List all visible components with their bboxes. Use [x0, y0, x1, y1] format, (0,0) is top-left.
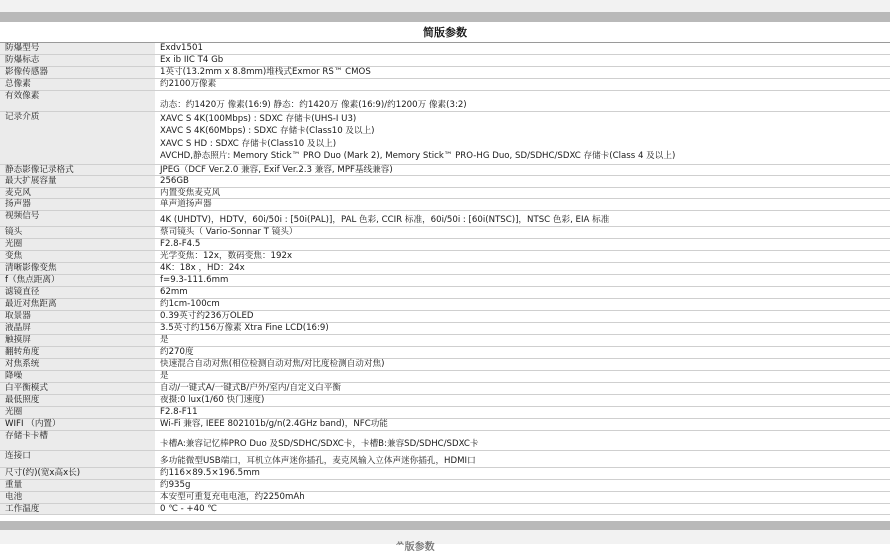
spec-label: 防爆标志 [0, 55, 155, 67]
spec-value [155, 188, 890, 199]
spec-row [0, 468, 890, 480]
spec-value [155, 299, 890, 311]
spec-value [155, 419, 890, 431]
spec-label: 有效像素 [0, 91, 155, 112]
spec-value-line: 4K：18x ，HD：24x [160, 263, 245, 273]
spec-value [155, 199, 890, 211]
spec-value-line: 约1cm-100cm [160, 299, 220, 309]
spec-value-line: 内置变焦麦克风 [160, 188, 221, 198]
spec-value [155, 67, 890, 79]
spec-value-line: AVCHD,静态照片: Memory Stick™ PRO Duo (Mark 2), Memory Stick™ PRO-HG Duo, SD/SDHC/SDXC 存储卡(Class 4 及以上) [160, 151, 676, 162]
spec-value [155, 165, 890, 176]
spec-value-line: XAVC S 4K(100Mbps) : SDXC 存储卡(UHS-I U3) [160, 114, 357, 124]
spec-label: 记录介质 [0, 112, 155, 165]
spec-value-line: 约935g [160, 480, 191, 490]
spec-value [155, 311, 890, 323]
spec-label: 最大扩展容量 [0, 176, 155, 188]
spec-label: 降噪 [0, 371, 155, 383]
spec-label: 扬声器 [0, 199, 155, 211]
spec-row [0, 480, 890, 492]
spec-label: 最低照度 [0, 395, 155, 407]
spec-label: 最近对焦距离 [0, 299, 155, 311]
spec-row [0, 239, 890, 251]
spec-row [0, 43, 890, 55]
next-page-preview [0, 530, 890, 553]
spec-label: WIFI （内置） [0, 419, 155, 431]
spec-value [155, 55, 890, 67]
spec-value-line: Exdv1501 [160, 43, 203, 53]
spec-value [155, 359, 890, 371]
spec-row [0, 299, 890, 311]
page-title: 简版参数 [423, 26, 467, 39]
spec-value-line: 光学变焦：12x，数码变焦：192x [160, 251, 293, 261]
spec-value [155, 504, 890, 515]
spec-label: 液晶屏 [0, 323, 155, 335]
spec-row [0, 227, 890, 239]
spec-label: 连接口 [0, 451, 155, 468]
spec-value [155, 263, 890, 275]
spec-label: 存储卡卡槽 [0, 431, 155, 451]
spec-label: 尺寸(约)(宽x高x长) [0, 468, 155, 480]
spec-row [0, 419, 890, 431]
spec-value-line: 是 [160, 335, 169, 345]
spec-row [0, 112, 890, 165]
spec-row [0, 323, 890, 335]
spec-value-line: Wi-Fi 兼容, IEEE 802101b/g/n(2.4GHz band)，NFC功能 [160, 419, 388, 429]
spec-label: 电池 [0, 492, 155, 504]
page-separator-top [0, 12, 890, 22]
spec-label: 触摸屏 [0, 335, 155, 347]
spec-value [155, 407, 890, 419]
spec-value-line: 夜摄:0 lux(1/60 快门速度) [160, 395, 265, 405]
spec-label: 光圈 [0, 407, 155, 419]
spec-row [0, 263, 890, 275]
spec-row [0, 359, 890, 371]
spec-row [0, 383, 890, 395]
spec-value [155, 395, 890, 407]
spec-row [0, 407, 890, 419]
spec-value [155, 91, 890, 112]
spec-row [0, 492, 890, 504]
spec-label: f（焦点距离） [0, 275, 155, 287]
spec-row [0, 287, 890, 299]
spec-label: 白平衡模式 [0, 383, 155, 395]
spec-value-line: 62mm [160, 287, 188, 297]
spec-row [0, 176, 890, 188]
spec-label: 防爆型号 [0, 43, 155, 55]
spec-row [0, 451, 890, 468]
spec-value-line: JPEG（DCF Ver.2.0 兼容, Exif Ver.2.3 兼容, MPF基线兼容) [160, 165, 393, 175]
spec-value [155, 323, 890, 335]
spec-value [155, 451, 890, 468]
spec-row [0, 431, 890, 451]
spec-label: 翻转角度 [0, 347, 155, 359]
spec-value [155, 176, 890, 188]
spec-value-line: Ex ib IIC T4 Gb [160, 55, 224, 65]
spec-value [155, 468, 890, 480]
next-page-title-fragment: ᄊ版参数 [395, 542, 435, 553]
spec-label: 影像传感器 [0, 67, 155, 79]
spec-value [155, 480, 890, 492]
spec-value [155, 492, 890, 504]
spec-label: 工作温度 [0, 504, 155, 515]
spec-value [155, 287, 890, 299]
spec-value [155, 112, 890, 165]
spec-row [0, 67, 890, 79]
spec-value-line: F2.8-F4.5 [160, 239, 201, 249]
spec-value [155, 335, 890, 347]
spec-row [0, 275, 890, 287]
spec-row [0, 251, 890, 263]
spec-value-line: f=9.3-111.6mm [160, 275, 229, 285]
spec-value [155, 239, 890, 251]
spec-value-line: XAVC S 4K(60Mbps) : SDXC 存储卡(Class10 及以上) [160, 126, 375, 137]
spec-value-line: F2.8-F11 [160, 407, 198, 417]
spec-value-line: XAVC S HD : SDXC 存储卡(Class10 及以上) [160, 138, 337, 149]
spec-value-line: 快速混合自动对焦(相位检测自动对焦/对比度检测自动对焦) [160, 359, 385, 369]
spec-label: 麦克风 [0, 188, 155, 199]
spec-value-line: 卡槽A:兼容记忆棒PRO Duo 及SD/SDHC/SDXC卡，卡槽B:兼容SD/SDHC/SDXC卡 [160, 439, 479, 450]
spec-label: 视频信号 [0, 211, 155, 227]
spec-label: 变焦 [0, 251, 155, 263]
spec-row [0, 165, 890, 176]
spec-value-line: 蔡司镜头（ Vario-Sonnar T 镜头） [160, 227, 298, 237]
spec-value-line: 单声道扬声器 [160, 199, 212, 209]
spec-value-line: 约2100万像素 [160, 79, 217, 89]
spec-value-line: 本安型可重复充电电池，约2250mAh [160, 492, 305, 502]
spec-row [0, 371, 890, 383]
spec-value-line: 3.5英寸约156万像素 Xtra Fine LCD(16:9) [160, 323, 329, 333]
spec-table [0, 43, 890, 515]
spec-value [155, 211, 890, 227]
spec-value [155, 383, 890, 395]
spec-label: 对焦系统 [0, 359, 155, 371]
spec-label: 重量 [0, 480, 155, 492]
spec-value [155, 251, 890, 263]
spec-row [0, 347, 890, 359]
spec-label: 清晰影像变焦 [0, 263, 155, 275]
spec-row [0, 188, 890, 199]
spec-label: 静态影像记录格式 [0, 165, 155, 176]
spec-value-line: 0.39英寸约236万OLED [160, 311, 254, 321]
spec-row [0, 311, 890, 323]
spec-value [155, 347, 890, 359]
spec-value-line: 0 ℃ - +40 ℃ [160, 504, 217, 514]
spec-row [0, 79, 890, 91]
spec-value [155, 371, 890, 383]
spec-row [0, 91, 890, 112]
spec-value-line: 约116×89.5×196.5mm [160, 468, 260, 478]
spec-label: 取景器 [0, 311, 155, 323]
spec-label: 总像素 [0, 79, 155, 91]
spec-value [155, 431, 890, 451]
page-separator-bottom [0, 521, 890, 530]
spec-row [0, 395, 890, 407]
spec-value-line: 4K (UHDTV)，HDTV，60i/50i : [50i(PAL)]，PAL 色彩, CCIR 标准，60i/50i : [60i(NTSC)]，NTSC 色彩, EIA 标准 [160, 215, 610, 226]
spec-row [0, 335, 890, 347]
spec-row [0, 199, 890, 211]
spec-value-line: 约270度 [160, 347, 194, 357]
page-top-gap [0, 0, 890, 12]
spec-label: 光圈 [0, 239, 155, 251]
spec-label: 镜头 [0, 227, 155, 239]
spec-value-line: 是 [160, 371, 169, 381]
spec-row [0, 504, 890, 515]
spec-label: 滤镜直径 [0, 287, 155, 299]
spec-value [155, 275, 890, 287]
spec-value-line: 动态：约1420万 像素(16:9) 静态：约1420万 像素(16:9)/约1200万 像素(3:2) [160, 100, 467, 111]
spec-value-line: 256GB [160, 176, 189, 186]
spec-value [155, 79, 890, 91]
spec-row [0, 55, 890, 67]
spec-row [0, 211, 890, 227]
spec-value [155, 43, 890, 55]
spec-value-line: 1英寸(13.2mm x 8.8mm)堆栈式Exmor RS™ CMOS [160, 67, 371, 77]
spec-value-line: 自动/一键式A/一键式B/户外/室内/自定义白平衡 [160, 383, 341, 393]
spec-value-line: 多功能微型USB端口，耳机立体声迷你插孔，麦克风输入立体声迷你插孔，HDMI口 [160, 456, 476, 467]
spec-value [155, 227, 890, 239]
